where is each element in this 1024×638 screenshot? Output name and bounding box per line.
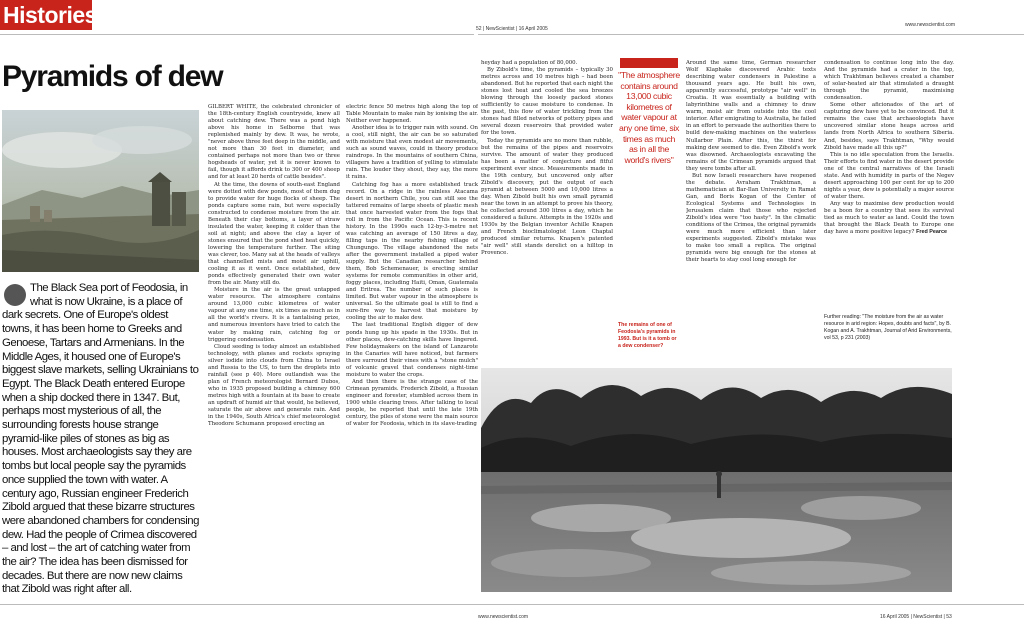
right-url: www.newscientist.com (905, 22, 956, 28)
paragraph: Catching fog has a more established track record. On a ridge in the rainless Atacama desert in northern Chile, you can still see the tattered remains of large sheets of plastic mesh that once harvested water from the fogs that roll in from the Pacific Ocean. This is recent history. In the 1990s each 12-by-3-metre net was catching an average of 150 litres a day, filling taps in the nearby fishing village of Chungungo. The village abandoned the nets after the government installed a piped water supply. But the Canadian researcher behind them, Bob Schemenauer, is erecting similar systems for remote communities in other arid, foggy places, including Haiti, Oman, Guatemala and Eritrea. The number of such places is limited. But water vapour in the atmosphere is universal. So the ultimate goal is still to find a sure-fire way to harvest that moisture by cooling the air to make dew. (346, 181, 478, 322)
headline: Pyramids of dew (2, 60, 223, 93)
body-column-2 (346, 104, 478, 616)
paragraph: heyday had a population of 80,000. (481, 60, 578, 66)
left-footer-url: www.newscientist.com (478, 614, 529, 620)
pyramid-remains-photo (481, 368, 952, 592)
feodosia-painting (2, 110, 199, 272)
header-rule-right (478, 34, 1024, 35)
body-column-1 (208, 104, 340, 616)
paragraph: Another idea is to trigger rain with sound. On a cool, still night, the air can be so saturated with moisture that even modest air movements, such as sound waves, could in theory produce raindrops. In the mountains of southern China, villagers have a tradition of yelling to stimulate rain. The louder they shout, they say, the more it rains. (346, 125, 478, 181)
paragraph: And then there is the strange case of the Crimean pyramids. Frederich Zibold, a Russian engineer and forester, stumbled across them in 1900 while clearing trees. After talking to local people, he reported that until the late 19th century, the piles of stone were the main source of water for Feodosia, which in its slave-trading (346, 378, 478, 428)
paragraph: electric fence 50 metres high along the top of Table Mountain to make rain by ionising the air. Neither ever happened. (346, 104, 478, 125)
paragraph: Today the pyramids are no more than rubble, but the remains of the pipes and reservoirs survive. The amount of water they produced has been a matter of conjecture and fitful experiment ever since. Measurements made in the 19th century, but uncovered only after Zibold's discovery, put the output of each pyramid at between 5000 and 10,000 litres a day. When Zibold built his own small pyramid near the town in an attempt to prove his theory, he collected around 300 litres a day, which he considered a failure. Attempts in the 1920s and 1930s by the Belgian inventor Achille Knapen and French bioclimatologist Leon Chaptal produced similar returns. Knapen's patented "air well" still stands derelict on a hilltop in Provence. (481, 137, 613, 257)
header-rule-left (0, 34, 474, 35)
standfirst (2, 282, 199, 597)
paragraph: By Zibold's time, the pyramids – typically 30 metres across and 10 metres high – had been abandoned. But he reported that each night the stones lost heat and cooled the sea breezes blowing through the loosely packed stones sufficiently to cause moisture to condense. In the past, this flow of water trickling from the stones had filled networks of pottery pipes and several dozen reservoirs that provided water for the town. (481, 67, 613, 137)
closing-text: Any way to maximise dew production would be a boon for a country that sees its survival tied as much to water as land. Could the town that brought the Black Death to Europe one day have a more positive legacy? (824, 200, 954, 236)
body-column-5 (824, 60, 954, 310)
footer-rule (0, 604, 1024, 605)
paragraph: This is no idle speculation from the Israelis. Their efforts to find water in the desert provide one of the central narratives of the Israeli state. And with humidity in parts of the Negev desert approaching 100 per cent for up to 200 nights a year, dew is potentially a major source of water there. (824, 151, 954, 200)
photo-caption: The remains of one of Feodosia's pyramids in 1993. But is it a tomb or a dew condenser? (618, 322, 677, 349)
paragraph: Moisture in the air is the great untapped water resource. The atmosphere contains around 13,000 cubic kilometres of water vapour at any one time, six times as much as in all the world's rivers. It is a tantalising prize, and numerous inventors have tried to catch the water by making rain, catching fog or triggering condensation. (208, 287, 340, 343)
left-folio: 52 | NewScientist | 16 April 2005 (476, 26, 548, 32)
paragraph: GILBERT WHITE, the celebrated chronicler of the 18th-century English countryside, knew all about catching dew. There was a pond high above his home in Selborne that was replenished mainly by dew. It was, he wrote, "never above three feet deep in the middle, and not more than 30 feet in diameter, and contained perhaps not more than two or three hogsheads of water, yet it is never known to fail, though it affords drink to 300 or 400 sheep and for at least 20 herds of cattle besides". (208, 104, 340, 181)
paragraph (824, 201, 954, 236)
paragraph: Around the same time, German researcher Wolf Klaphake discovered Arabic texts describing water condensers in Palestine a thousand years ago. He built his own, apparently successful, prototype "air well" in Croatia. It was essentially a building with labyrinthine walls and a chimney to draw warm, moist air from outside into the cool interior. After emigrating to Australia, he failed in an effort to persuade the authorities there to build dew-making machines on the waterless Nullarbor Plain. After this, the thirst for making dew seemed to die. Even Zibold's work was disowned. Archaeologists excavating the remains of the Crimean pyramids argued that they were tombs after all. (686, 60, 816, 172)
author-signature: Fred Pearce (916, 229, 947, 236)
section-tag: Histories (0, 0, 92, 30)
paragraph: The last traditional English digger of dew ponds hung up his spade in the 1930s. But in other places, dew-catching skills have lingered. Few holidaymakers on the island of Lanzarote in the Canaries will have noticed, but farmers there surround their vines with a "stone mulch" of volcanic gravel that condenses night-time moisture to water the crops. (346, 322, 478, 378)
paragraph: Cloud seeding is today almost an established technology, with planes and rockets spraying silver iodide into clouds from China to Israel and Russia to the US, to turn the droplets into rainfall (see p 40). More outlandish was the plan of French meteorologist Bernard Dubos, who in 1935 proposed building a chimney 600 metres high with a fountain at its base to create an updraft of humid air that would, he believed, saturate the air above and generate rain. And in the 1940s, South Africa's chief meteorologist Theodore Schumann proposed erecting an (208, 343, 340, 428)
standfirst-text: The Black Sea port of Feodosia, in what is now Ukraine, is a place of dark secrets. One of Europe's oldest towns, it has been home to Greeks and Genoese, Tartars and Armenians. In the Middle Ages, it housed one of Europe's biggest slave markets, selling Ukrainians to Egypt. The Black Death entered Europe when a ship docked there in 1347. But, perhaps most mysterious of all, the surrounding forests house strange pyramid-like piles of stones as big as houses. Most archaeologists say they are tombs but local people say the pyramids once supplied the town with water. A century ago, Russian engineer Frederich Zibold argued that these bizarre structures were abandoned chambers for condensing dew. Had the people of Crimea discovered – and lost – the art of catching water from the air? The idea has been dismissed for decades. But there are now new claims that Zibold was right after all. (2, 282, 199, 596)
paragraph: But now Israeli researchers have reopened the debate. Avraham Trakhtman, a mathematician at Bar-Ilan University in Ramat Gan, and Boris Kogan of the Center of Ecological Systems and Technologies in Jerusalem claim that those who rejected Zibold's idea were "too hasty". In the climatic conditions of the Crimea, the original pyramids were much more efficient than later experiments suggested. Zibold's mistake was to make too small a replica. The original pyramids were big enough for the stones at their hearts to stay cool long enough for (686, 172, 816, 264)
pull-quote: "The atmosphere contains around 13,000 cubic kilometres of water vapour at any one time, six times as much as in all the world's rivers" (618, 70, 680, 165)
paragraph: Some other aficionados of the art of capturing dew have yet to be convinced. But it remains the case that archaeologists have uncovered similar stone heaps across arid lands from North Africa to southern Siberia. And, besides, says Trakhtman, "Why would Zibold have made all this up?" (824, 102, 954, 151)
body-column-4 (686, 60, 816, 360)
pull-quote-bar (620, 58, 678, 68)
paragraph: At the time, the downs of south-east England were dotted with dew ponds, most of them dug to provide water for huge flocks of sheep. The ponds capture some rain, but were especially constructed to condense moisture from the air. Beneath their clay bottoms, a layer of straw insulated the water, keeping it colder than the soil at night; and above the clay a layer of stones ensured that the pond shed heat quickly, lowering the temperature further. The siting was clever, too. Many sat at the heads of valleys that channelled mists and moist air uphill, cooling it as it went. Once established, dew ponds effectively generated their own water from the air. Many still do. (208, 181, 340, 287)
body-column-3 (481, 60, 613, 360)
paragraph: condensation to continue long into the day. And the pyramids had a crater in the top, which Trakhtman believes created a chamber of solar-heated air that stimulated a draught through the pyramid, maximising condensation. (824, 60, 954, 102)
right-footer-folio: 16 April 2005 | NewScientist | 53 (880, 614, 952, 620)
further-reading: Further reading: "The moisture from the air as water resource in arid region: Hopes, doubts and facts", by B. Kogan and A. Trakhtman, Journal of Arid Environments, vol 53, p 231 (2003) (824, 314, 952, 341)
bullet-icon (4, 284, 26, 306)
